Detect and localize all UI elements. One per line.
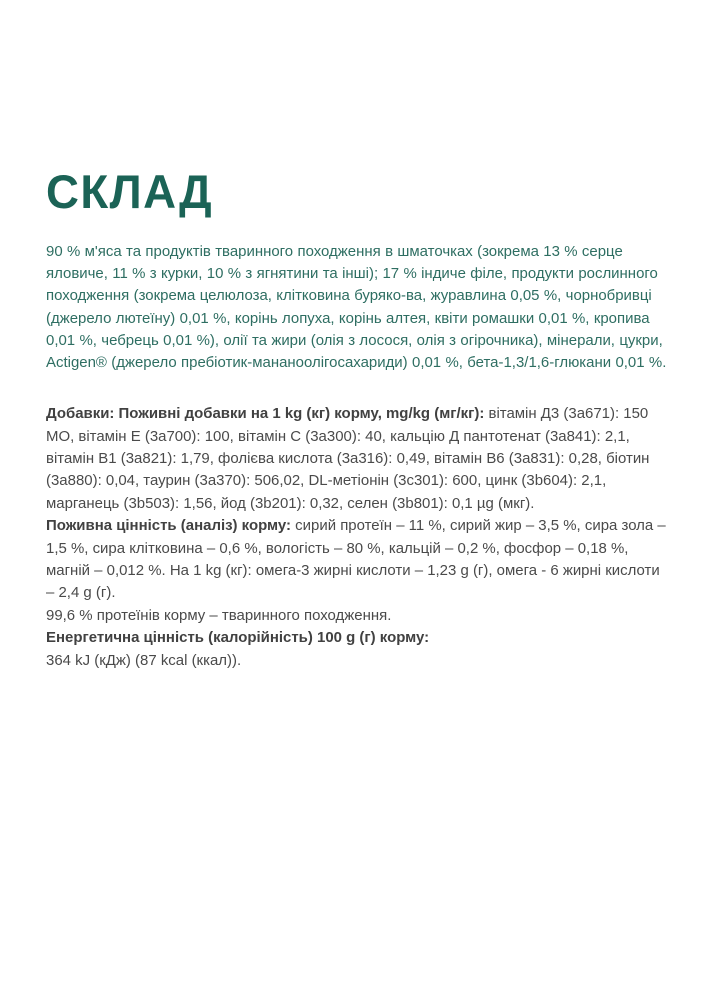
additives-label: Добавки: Поживні добавки на 1 kg (кг) корму, mg/kg (мг/кг): (46, 405, 485, 423)
additives-paragraph (46, 403, 670, 515)
protein-origin-note: 99,6 % протеїнів корму – тваринного походження. (46, 606, 392, 624)
energy-value: 364 kJ (кДж) (87 kcal (ккал)). (46, 651, 242, 669)
nutritional-value-label: Поживна цінність (аналіз) корму: (46, 517, 292, 535)
page-title: СКЛАД (46, 165, 214, 218)
energy-label-text: Енергетична цінність (калорійність) 100 g (г) корму: (46, 629, 430, 647)
nutritional-value-paragraph (46, 515, 670, 605)
energy-label (46, 627, 670, 649)
additives-body: вітамін Д3 (3а671): 150 МО, вітамін Е (3а700): 100, вітамін С (3а300): 40, кальцію Д пантотенат (3а841): 2,1, вітамін В1 (3а821): 1,79, фолієва кислота (3а316): 0,49, вітамін В6 (3а831): 0,28, біотин (3а880): 0,04, таурин (3а370): 506,02, DL-метіонін (3с301): 600, цинк (3b604): 2,1, марганець (3b503): 1,56, йод (3b201): 0,32, селен (3b801): 0,1 µg (мкг). (46, 405, 650, 512)
composition-content (46, 165, 670, 672)
nutritional-value-body: сирий протеїн – 11 %, сирий жир – 3,5 %, сира зола – 1,5 %, сира клітковина – 0,6 %, вологість – 80 %, кальцій – 0,2 %, фосфор – 0,18 %, магній – 0,012 %. На 1 kg (кг): омега-3 жирні кислоти – 1,23 g (г), омега - 6 жирні кислоти – 2,4 g (г). (46, 517, 666, 602)
ingredients-paragraph: 90 % м'яса та продуктів тваринного походження в шматочках (зокрема 13 % серце яловиче, 11 % з курки, 10 % з ягнятини та інші); 17 % індиче філе, продукти рослинного походження (зокрема целюлоза, клітковина буряко-ва, журавлина 0,05 %, чорнобривці (джерело лютеїну) 0,01 %, корінь лопуха, корінь алтея, квіти ромашки 0,01 %, кропива 0,01 %, чебрець 0,01 %), олії та жири (олія з лосося, олія з огірочника), мінерали, цукри, Actigen® (джерело пребіотик-мананоолігосахариди) 0,01 %, бета-1,3/1,6-глюкани 0,01 %. (46, 243, 667, 372)
analysis-block (46, 403, 670, 672)
